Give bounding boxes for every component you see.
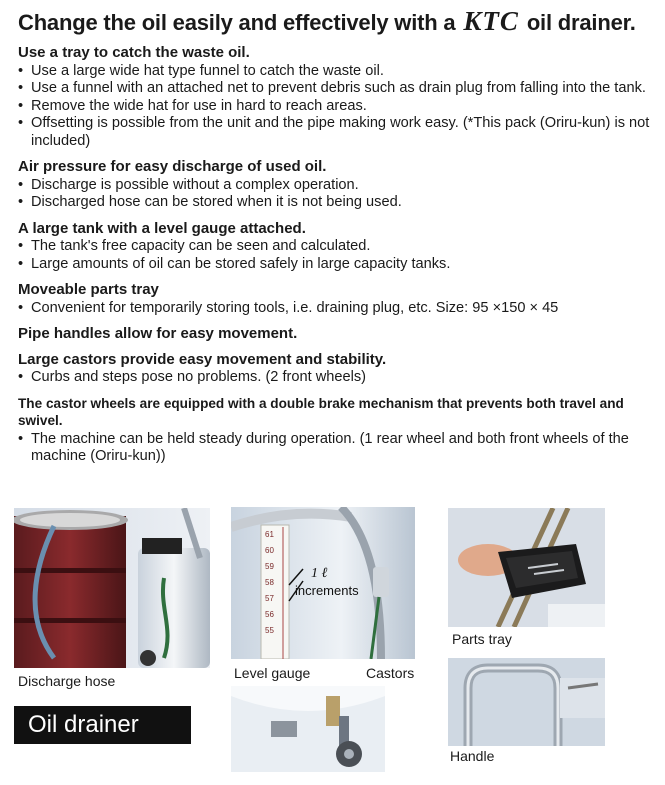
gauge-tick: 58 bbox=[265, 578, 274, 587]
gauge-annotation-2: increments bbox=[295, 583, 359, 598]
caption-castors: Castors bbox=[366, 665, 415, 681]
section-tray bbox=[18, 44, 650, 150]
section-tank bbox=[18, 220, 650, 274]
title-prefix: Change the oil easily and effectively with a bbox=[18, 10, 456, 35]
gauge-tick: 59 bbox=[265, 562, 274, 571]
bullet-item: • Convenient for temporarily storing tools, i.e. draining plug, etc. Size: 95 ×150 × 45 bbox=[18, 300, 650, 318]
section-heading: Use a tray to catch the waste oil. bbox=[18, 44, 250, 61]
caption-level-gauge: Level gauge bbox=[234, 665, 311, 681]
section-castors bbox=[18, 351, 650, 387]
level-gauge-photo bbox=[231, 507, 415, 659]
section-heading: Pipe handles allow for easy movement. bbox=[18, 325, 298, 342]
bullet-item: • Use a funnel with an attached net to prevent debris such as drain plug from falling into the tank. bbox=[18, 80, 650, 98]
oil-drainer-banner: Oil drainer bbox=[14, 706, 191, 744]
bullet-item: • Use a large wide hat type funnel to catch the waste oil. bbox=[18, 63, 650, 81]
section-brakes bbox=[18, 395, 650, 466]
gauge-tick: 56 bbox=[265, 610, 274, 619]
page-title bbox=[18, 6, 636, 37]
bullet-item: • The tank's free capacity can be seen and calculated. bbox=[18, 238, 650, 256]
discharge-hose-photo bbox=[14, 508, 210, 668]
gauge-tick: 61 bbox=[265, 530, 274, 539]
section-heading: A large tank with a level gauge attached. bbox=[18, 219, 306, 237]
bullet-item: • Curbs and steps pose no problems. (2 front wheels) bbox=[18, 369, 650, 387]
gauge-annotation-1: 1 ℓ bbox=[311, 566, 328, 581]
bullet-item: • Offsetting is possible from the unit and the pipe making work easy. (*This pack (Oriru-kun) is not included) bbox=[18, 115, 650, 150]
caption-discharge-hose: Discharge hose bbox=[18, 673, 116, 689]
bullet-item: • Discharge is possible without a complex operation. bbox=[18, 177, 650, 195]
bullet-item: • Remove the wide hat for use in hard to reach areas. bbox=[18, 98, 650, 116]
gauge-tick: 55 bbox=[265, 626, 274, 635]
bullet-item: • Large amounts of oil can be stored safely in large capacity tanks. bbox=[18, 256, 650, 274]
feature-list bbox=[18, 44, 650, 474]
gauge-tick: 57 bbox=[265, 594, 274, 603]
section-pipe-handles bbox=[18, 325, 650, 343]
parts-tray-photo bbox=[448, 508, 605, 627]
section-heading: Large castors provide easy movement and stability. bbox=[18, 350, 387, 368]
gauge-tick: 60 bbox=[265, 546, 274, 555]
title-suffix: oil drainer. bbox=[526, 10, 636, 35]
section-heading: Air pressure for easy discharge of used oil. bbox=[18, 158, 327, 175]
caption-handle: Handle bbox=[450, 748, 495, 764]
section-heading: The castor wheels are equipped with a double brake mechanism that prevents both travel and swivel. bbox=[18, 395, 624, 428]
caption-parts-tray: Parts tray bbox=[452, 631, 512, 647]
section-parts-tray bbox=[18, 281, 650, 317]
section-air-pressure bbox=[18, 158, 650, 212]
bullet-item: • The machine can be held steady during operation. (1 rear wheel and both front wheels of the machine (Oriru-kun)) bbox=[18, 431, 650, 466]
brand-logo: KTC bbox=[463, 6, 519, 36]
section-heading: Moveable parts tray bbox=[18, 281, 159, 298]
bullet-item: • Discharged hose can be stored when it is not being used. bbox=[18, 194, 650, 212]
handle-photo bbox=[448, 658, 605, 746]
castors-photo bbox=[231, 686, 385, 772]
